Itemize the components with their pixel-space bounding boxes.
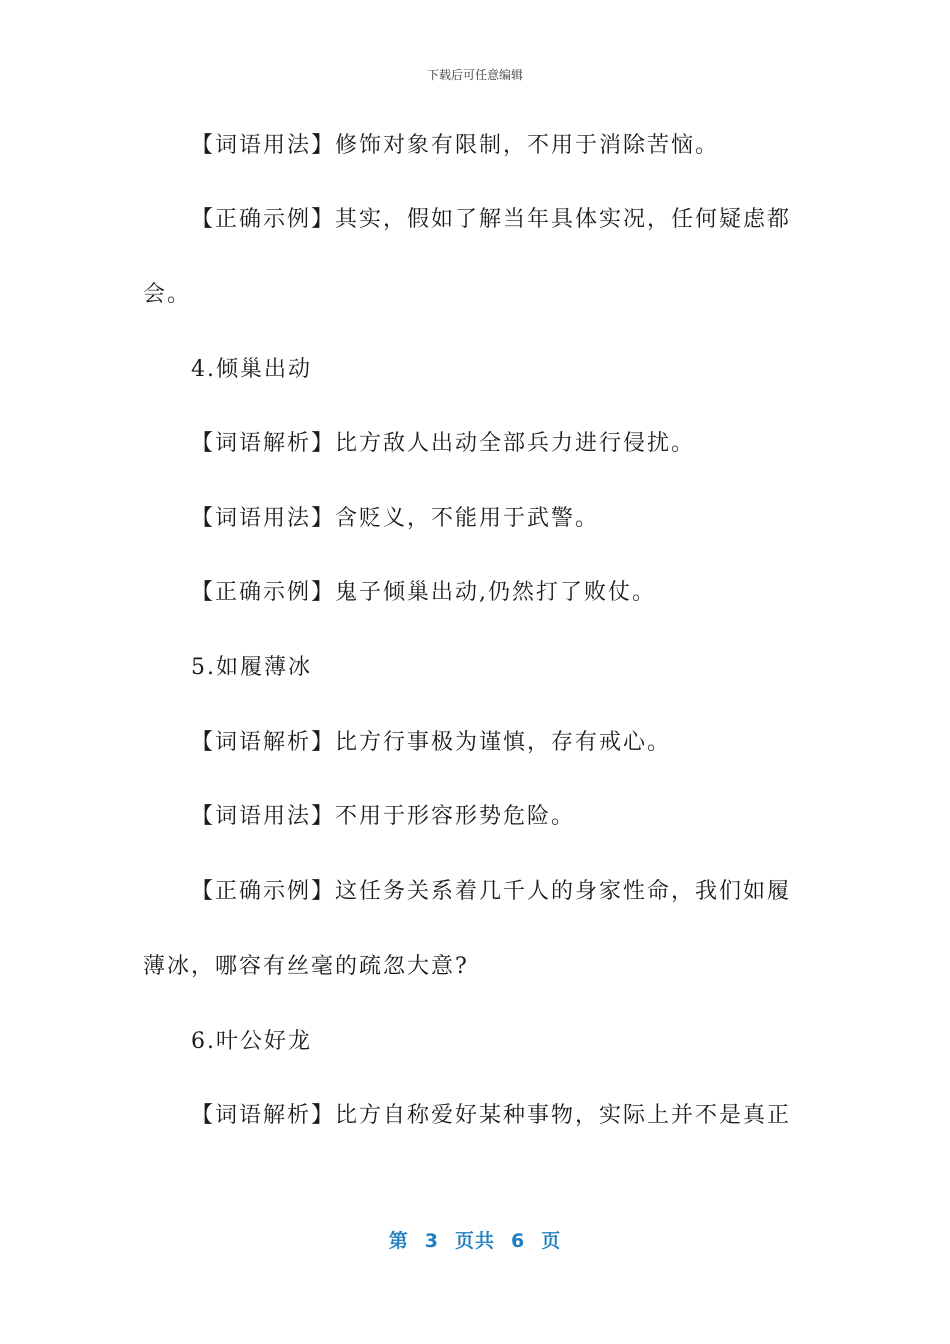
- section-heading: 6.叶公好龙: [191, 1029, 312, 1054]
- text-line: 薄冰，哪容有丝毫的疏忽大意?: [143, 954, 469, 979]
- current-page-number: 3: [424, 1230, 439, 1252]
- text-line: 【词语用法】修饰对象有限制，不用于消除苦恼。: [191, 133, 720, 158]
- section-heading: 4.倾巢出动: [191, 357, 312, 382]
- page-header: 下载后可任意编辑: [426, 68, 523, 82]
- footer-prefix: 第: [388, 1230, 409, 1252]
- total-pages-number: 6: [511, 1230, 526, 1252]
- section-heading: 5.如履薄冰: [191, 655, 312, 680]
- text-line: 【正确示例】其实，假如了解当年具体实况，任何疑虑都: [191, 207, 792, 232]
- text-line: 会。: [143, 282, 192, 307]
- text-line: 【词语用法】不用于形容形势危险。: [191, 804, 576, 829]
- footer-middle: 页共: [454, 1230, 495, 1252]
- text-line: 【词语解析】比方敌人出动全部兵力进行侵扰。: [191, 431, 696, 456]
- text-line: 【词语解析】比方自称爱好某种事物，实际上并不是真正: [191, 1103, 792, 1128]
- text-line: 【词语解析】比方行事极为谨慎，存有戒心。: [191, 730, 672, 755]
- page-footer: [0, 1226, 950, 1253]
- footer-suffix: 页: [541, 1230, 562, 1252]
- text-line: 【正确示例】鬼子倾巢出动,仍然打了败仗。: [191, 580, 656, 605]
- text-line: 【词语用法】含贬义，不能用于武警。: [191, 506, 600, 531]
- text-line: 【正确示例】这任务关系着几千人的身家性命，我们如履: [191, 879, 792, 904]
